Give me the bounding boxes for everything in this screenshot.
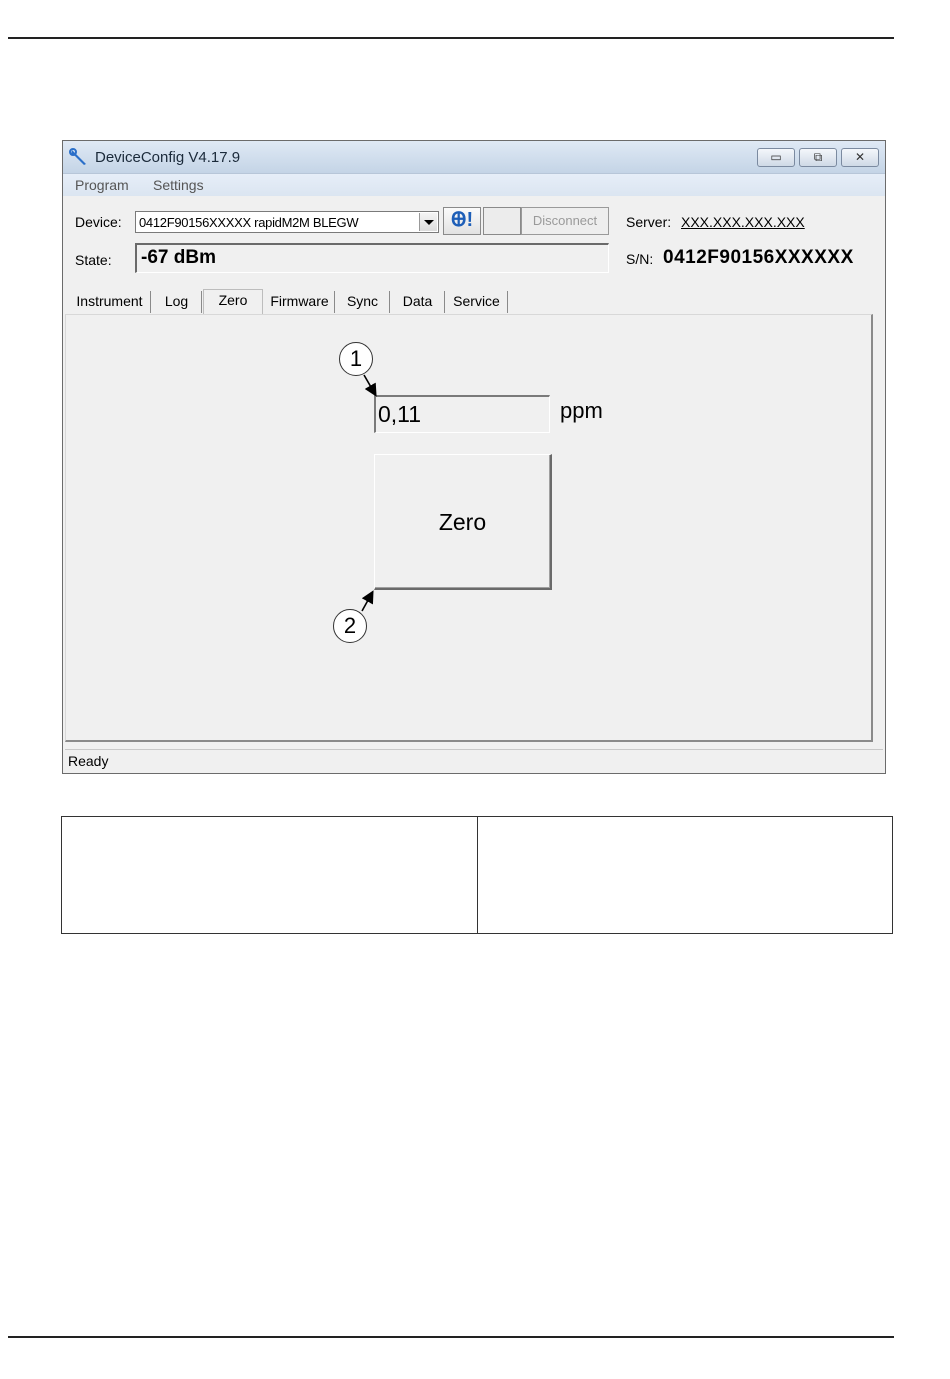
device-dropdown[interactable] [135, 211, 439, 233]
callout-1: 1 [339, 342, 373, 376]
device-label: Device: [75, 214, 122, 230]
close-button[interactable]: ✕ [841, 148, 879, 167]
sn-value: 0412F90156XXXXXX [663, 247, 854, 268]
zero-value-field [374, 395, 550, 433]
minimize-button[interactable]: ▭ [757, 148, 795, 167]
server-label: Server: [626, 214, 672, 230]
legend-table [61, 816, 893, 934]
tab-instrument[interactable]: Instrument [69, 291, 151, 313]
status-bar [65, 749, 883, 771]
table-column-divider [477, 817, 478, 933]
zero-unit: ppm [560, 398, 603, 423]
tab-sync[interactable]: Sync [336, 291, 390, 313]
window-title: DeviceConfig V4.17.9 [95, 149, 241, 166]
tab-log[interactable]: Log [152, 291, 202, 313]
title-bar[interactable] [63, 141, 885, 174]
device-selected-value: 0412F90156XXXXX rapidM2M BLEGW [139, 215, 359, 230]
tab-service[interactable]: Service [446, 291, 508, 313]
menu-program[interactable]: Program [75, 177, 129, 193]
app-window [62, 140, 886, 774]
sn-label: S/N: [626, 251, 654, 267]
status-text: Ready [68, 753, 109, 769]
zero-button[interactable] [374, 454, 552, 590]
callout-2: 2 [333, 609, 367, 643]
tab-zero[interactable]: Zero [203, 289, 263, 315]
menu-bar [63, 174, 885, 196]
chevron-down-icon[interactable] [419, 213, 437, 231]
wrench-icon [69, 148, 89, 166]
bluetooth-button[interactable]: Ꚛ! [443, 207, 481, 235]
menu-settings[interactable]: Settings [153, 177, 204, 193]
server-address-link[interactable]: XXX.XXX.XXX.XXX [681, 214, 805, 230]
state-value: -67 dBm [141, 247, 216, 268]
zero-button-label: Zero [438, 509, 487, 535]
blank-button[interactable] [483, 207, 521, 235]
top-rule [8, 37, 894, 39]
tab-firmware[interactable]: Firmware [265, 291, 335, 313]
tab-data[interactable]: Data [391, 291, 445, 313]
zero-value: 0,11 [378, 401, 422, 427]
bottom-rule [8, 1336, 894, 1338]
maximize-button[interactable]: ⧉ [799, 148, 837, 167]
state-label: State: [75, 252, 112, 268]
state-field [135, 243, 609, 273]
disconnect-button[interactable]: Disconnect [521, 207, 609, 235]
